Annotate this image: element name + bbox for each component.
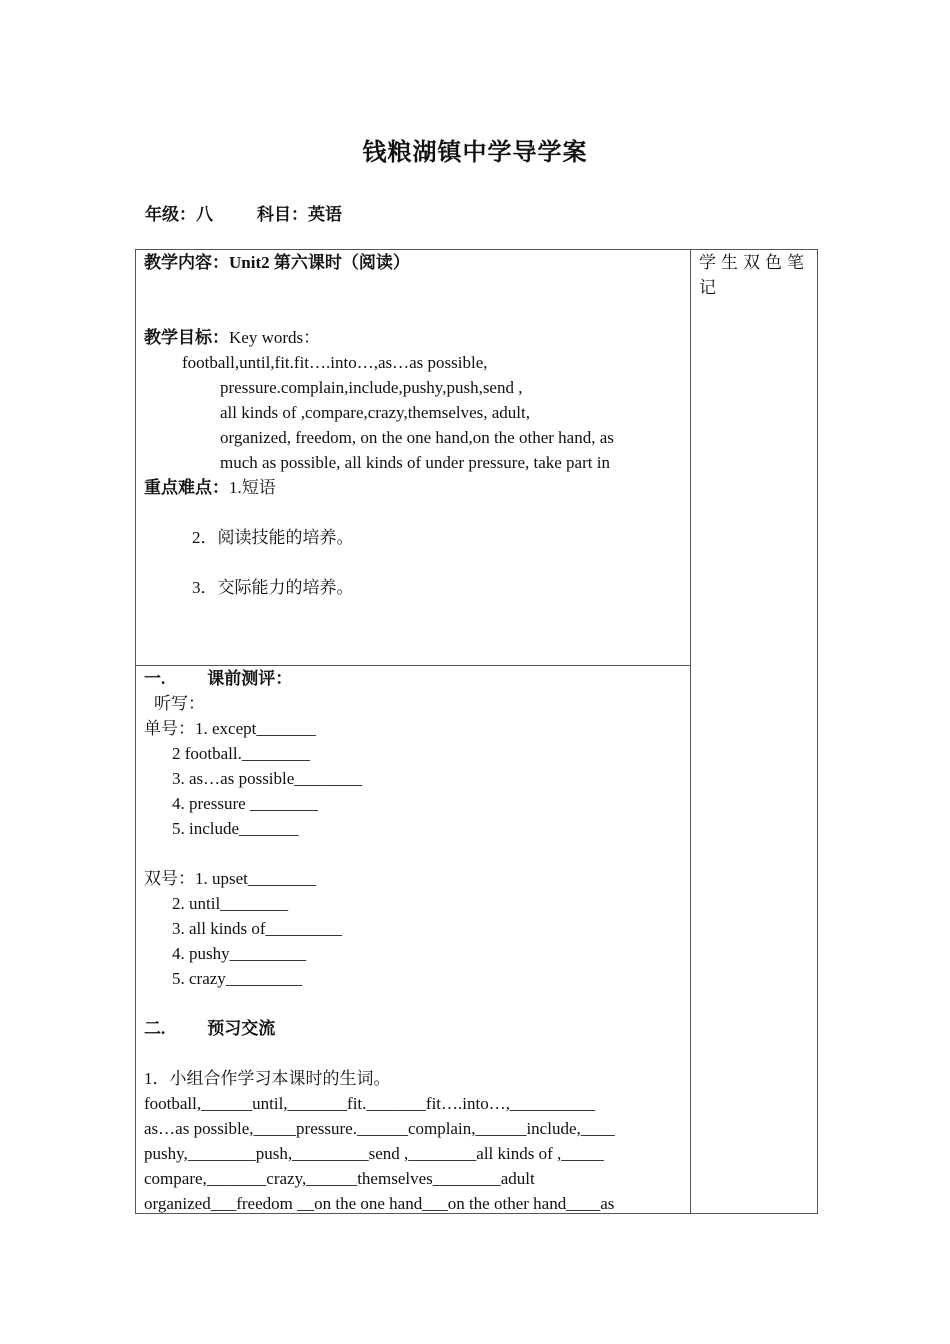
key-words-line: football,until,fit.fit….into…,as…as possible, — [182, 353, 488, 372]
teaching-goals — [144, 325, 682, 350]
grade-label: 年级：八 — [145, 205, 213, 224]
key-point-item: 2．阅读技能的培养。 — [192, 528, 354, 547]
dictation-item: 5. include_______ — [172, 819, 299, 838]
section-number: 一. — [144, 669, 166, 688]
dictation-item: 4. pushy_________ — [172, 944, 307, 963]
key-words-line: much as possible, all kinds of under pressure, take part in — [220, 453, 610, 472]
key-point-item: 3．交际能力的培养。 — [192, 578, 354, 597]
dictation-item: 3. as…as possible________ — [172, 769, 363, 788]
odd-number-list — [144, 716, 682, 741]
vocab-blank-line: organized___freedom __on the one hand___on the other hand____as — [144, 1194, 615, 1213]
dictation-item: 1. except_______ — [195, 719, 316, 738]
student-notes-column — [691, 250, 818, 1214]
section-heading-preview — [144, 1016, 682, 1041]
lesson-table — [135, 249, 818, 1214]
dictation-item: 2. until________ — [172, 894, 289, 913]
dictation-item: 2 football.________ — [172, 744, 310, 763]
lesson-activities-cell — [136, 666, 691, 1214]
dictation-item: 1. upset________ — [195, 869, 316, 888]
subject-label: 科目：英语 — [257, 205, 342, 224]
preview-instruction: 1．小组合作学习本课时的生词。 — [144, 1069, 391, 1088]
page-title: 钱粮湖镇中学导学案 — [362, 140, 588, 166]
vocab-blank-line: football,______until,_______fit._______fit….into…,__________ — [144, 1094, 595, 1113]
key-points — [144, 475, 682, 500]
section-heading-pretest — [144, 666, 682, 691]
key-points-label: 重点难点： — [144, 478, 229, 497]
section-title: 课前测评： — [207, 669, 293, 688]
key-words-line: all kinds of ,compare,crazy,themselves, adult, — [220, 403, 530, 422]
lesson-info-cell — [136, 250, 691, 666]
teaching-goals-label: 教学目标： — [144, 328, 229, 347]
key-words-line: pressure.complain,include,pushy,push,send , — [220, 378, 523, 397]
key-words-line: organized, freedom, on the one hand,on the other hand, as — [220, 428, 614, 447]
key-point-item: 1.短语 — [229, 478, 276, 497]
section-title: 预习交流 — [207, 1019, 276, 1038]
dictation-label: 听写： — [154, 694, 205, 713]
dictation-item: 3. all kinds of_________ — [172, 919, 342, 938]
even-number-label: 双号： — [144, 869, 195, 888]
even-number-list — [144, 866, 682, 891]
student-notes-header: 学生双色笔记 — [699, 253, 809, 297]
dictation-item: 4. pressure ________ — [172, 794, 318, 813]
section-number: 二. — [144, 1019, 166, 1038]
teaching-content-value: Unit2 第六课时（阅读） — [229, 253, 410, 272]
teaching-goals-value: Key words： — [229, 328, 321, 347]
vocab-blank-line: compare,_______crazy,______themselves________adult — [144, 1169, 535, 1188]
teaching-content-label: 教学内容： — [144, 253, 229, 272]
odd-number-label: 单号： — [144, 719, 195, 738]
teaching-content — [144, 250, 682, 275]
vocab-blank-line: pushy,________push,_________send ,________all kinds of ,_____ — [144, 1144, 604, 1163]
header-meta — [145, 200, 342, 225]
dictation-item: 5. crazy_________ — [172, 969, 303, 988]
vocab-blank-line: as…as possible,_____pressure.______complain,______include,____ — [144, 1119, 615, 1138]
